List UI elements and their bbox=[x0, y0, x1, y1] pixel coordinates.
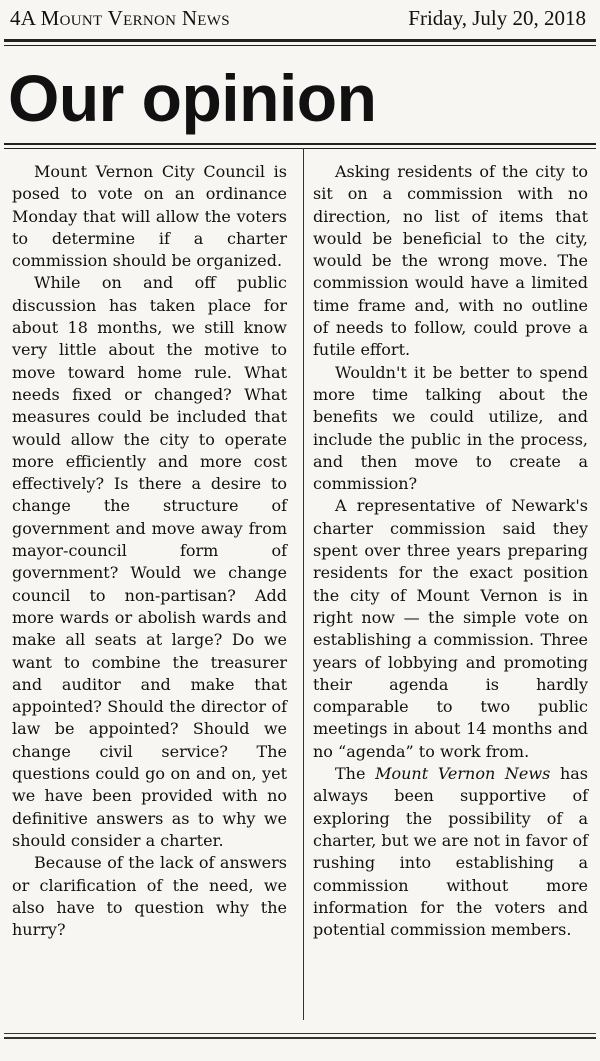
masthead-rule-thin bbox=[4, 45, 596, 46]
paragraph bbox=[313, 763, 588, 941]
bottom-rule-thick bbox=[4, 1037, 596, 1039]
right-column bbox=[313, 161, 588, 941]
paragraph: While on and off public discussion has taken place for about 18 months, we still know very little about the motive to move toward home rule. What needs fixed or changed? What measures could be included that would allow the city to operate more efficiently and more cost effectively? Is there a desire to change the structure of government and move away from mayor-council form of government? Would we change council to non-partisan? Add more wards or abolish wards and make all seats at large? Do we want to combine the treasurer and auditor and make that appointed? Should the director of law be appointed? Should we change civil service? The questions could go on and on, yet we have been provided with no definitive answers as to why we should consider a charter. bbox=[12, 273, 287, 850]
masthead bbox=[10, 6, 590, 36]
headline-rule-thin bbox=[4, 148, 596, 149]
paragraph: Asking residents of the city to sit on a commission with no direction, no list of items that would be beneficial to the city, would be the wrong move. The commission would have a limited time frame and, with no outline of needs to follow, could prove a futile effort. bbox=[313, 162, 588, 360]
publication-date: Friday, July 20, 2018 bbox=[408, 6, 586, 30]
masthead-rule bbox=[4, 39, 596, 42]
headline-rule bbox=[4, 143, 596, 145]
left-column bbox=[12, 161, 287, 941]
paragraph-prefix: The bbox=[335, 764, 376, 784]
page-label: 4A Mount Vernon News bbox=[10, 6, 230, 30]
paragraph-rest: has always been supportive of exploring the possibility of a charter, but we are not in favor of rushing into establishing a commission without more information for the voters and potential commission members. bbox=[313, 764, 589, 940]
bottom-rule bbox=[4, 1033, 596, 1034]
paragraph: A representative of Newark's charter commission said they spent over three years preparing residents for the exact position the city of Mount Vernon is in right now — the simple vote on establishing a commission. Three years of lobbying and promoting their agenda is hardly comparable to two public meetings in about 14 months and no “agenda” to work from. bbox=[313, 496, 588, 761]
paragraph: Because of the lack of answers or clarification of the need, we also have to question why the hurry? bbox=[12, 853, 287, 940]
column-divider bbox=[303, 148, 304, 1020]
paragraph: Mount Vernon City Council is posed to vote on an ordinance Monday that will allow the voters to determine if a charter commission should be organized. bbox=[12, 162, 287, 271]
newspaper-name: Mount Vernon News bbox=[375, 764, 551, 784]
paragraph: Wouldn't it be better to spend more time talking about the benefits we could utilize, and include the public in the process, and then move to create a commission? bbox=[313, 362, 588, 494]
headline: Our opinion bbox=[8, 61, 377, 135]
